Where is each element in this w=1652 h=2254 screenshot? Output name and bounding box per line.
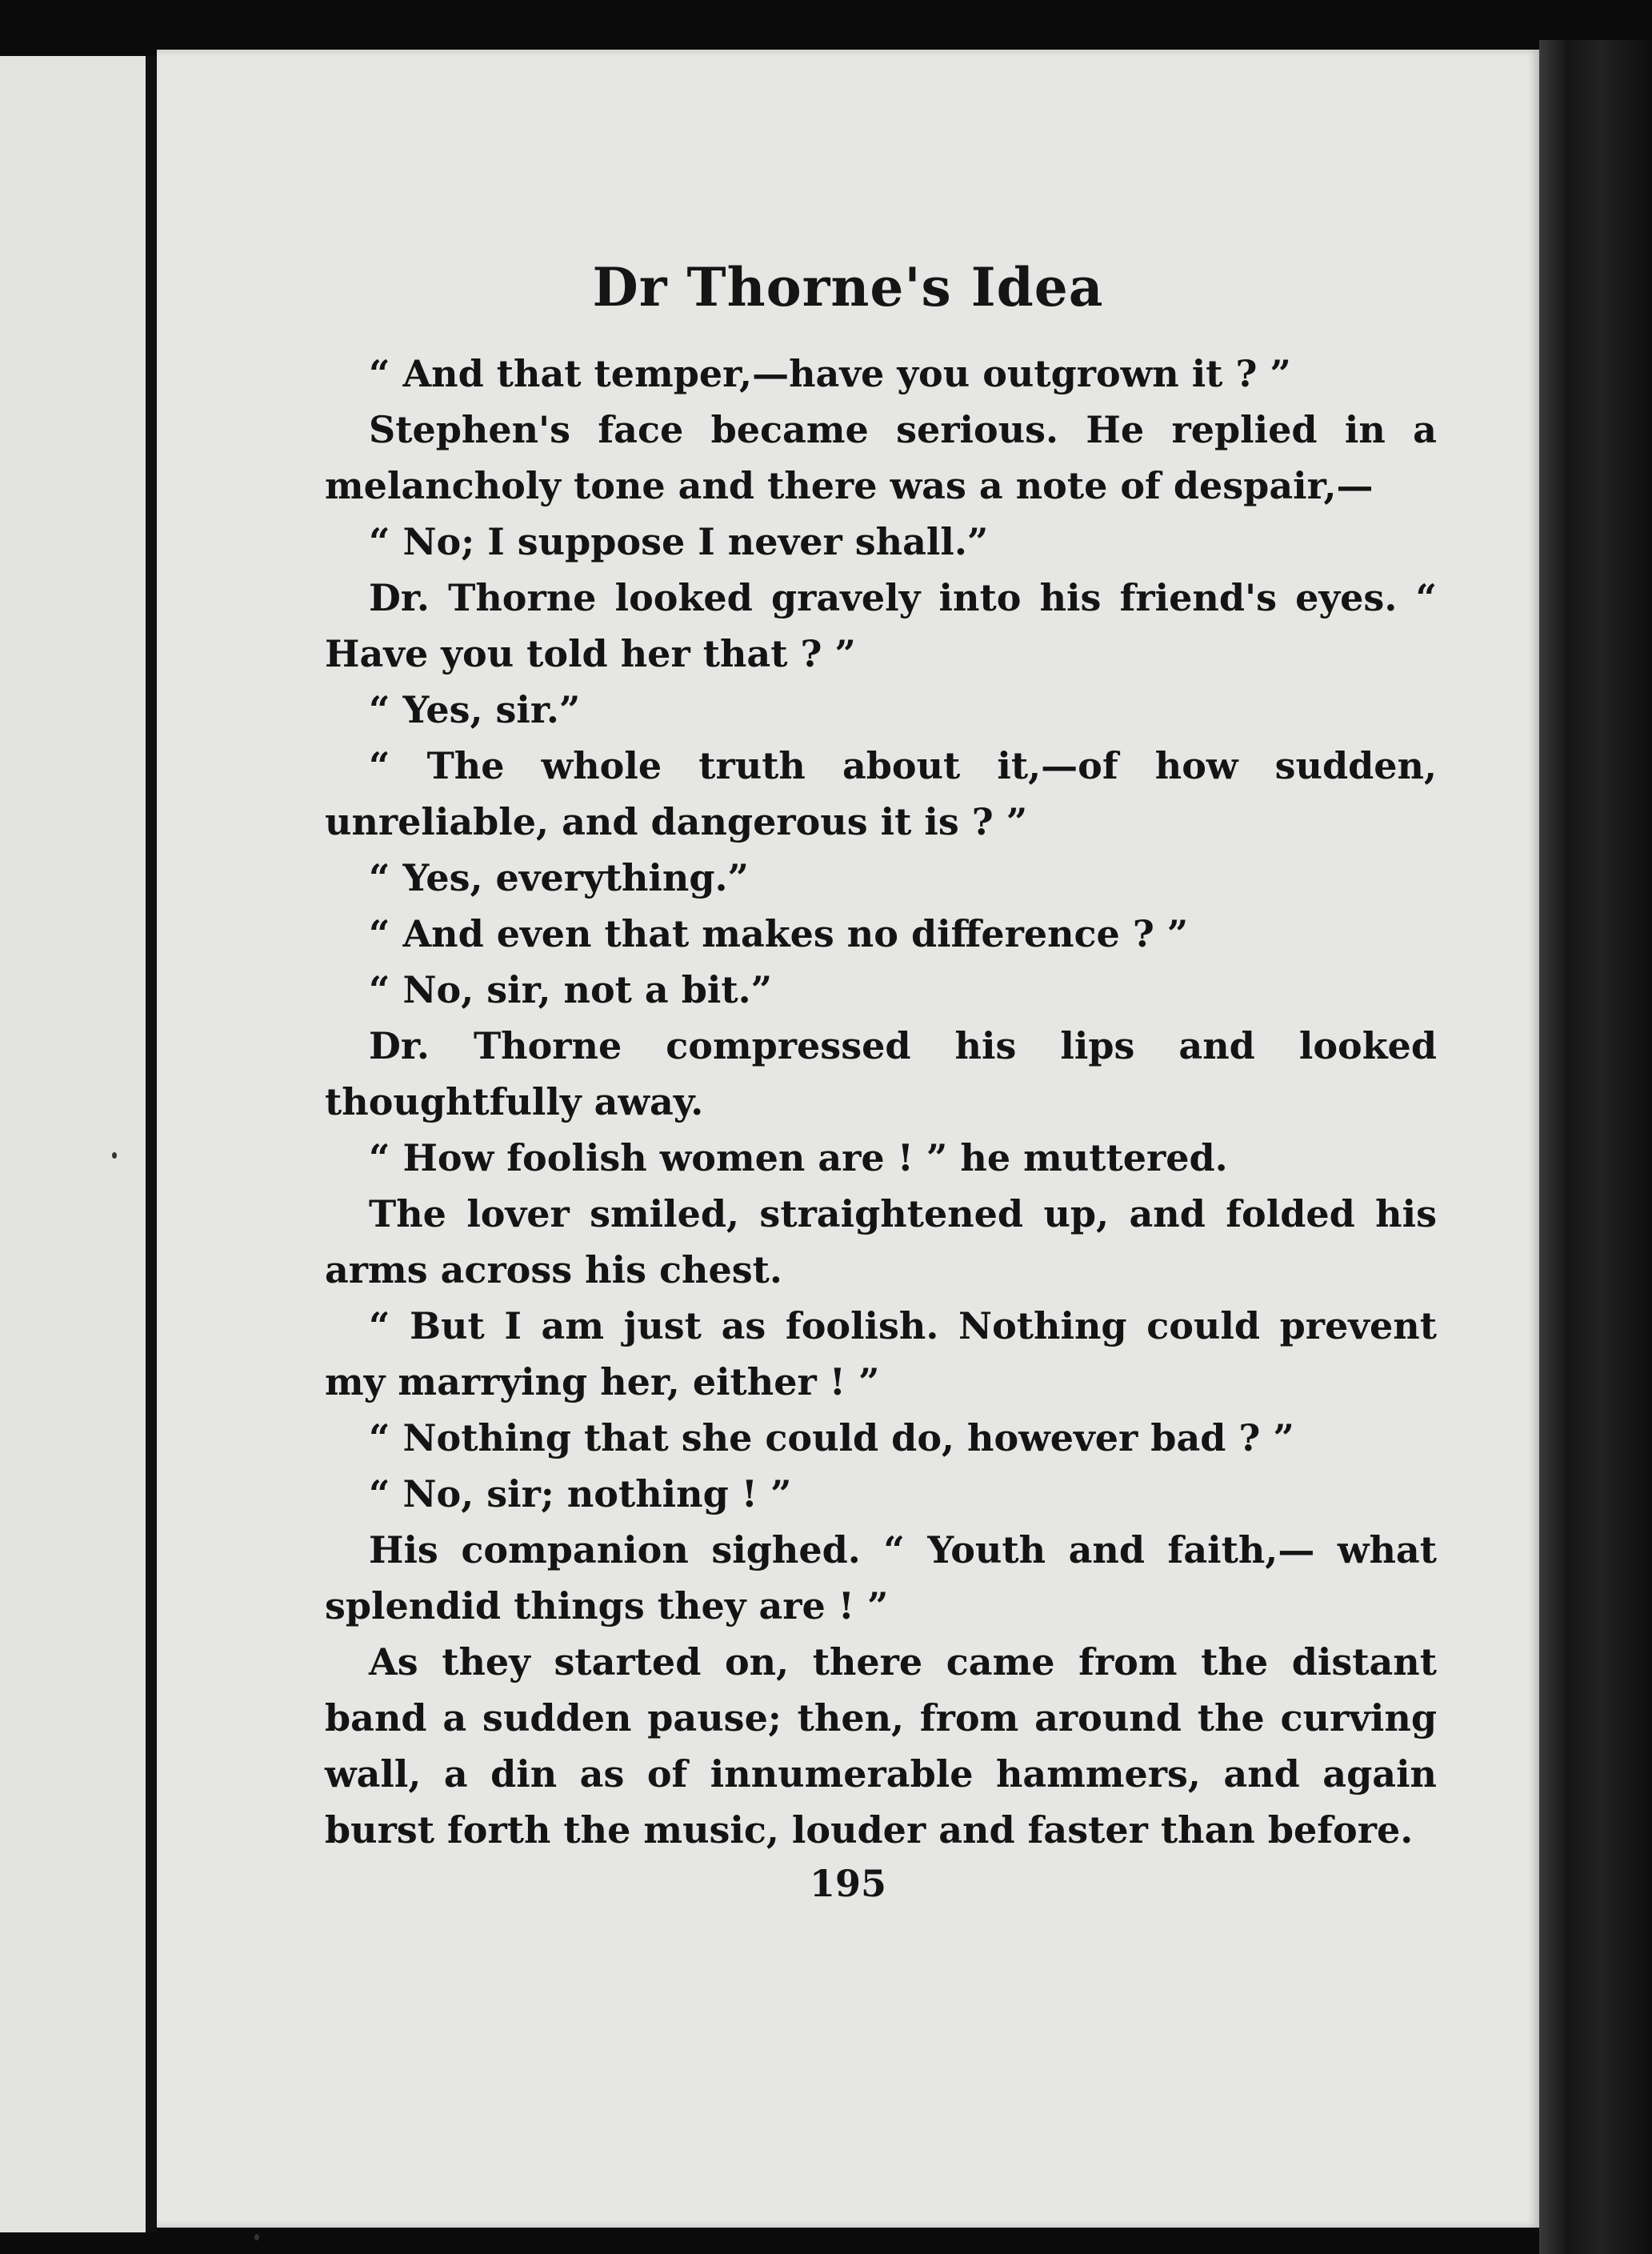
- paragraph-2: Stephen's face became serious. He replied in a melancholy tone and there was a note of despair,—: [325, 408, 1437, 507]
- paragraph-12: The lover smiled, straightened up, and folded his arms across his chest.: [325, 1192, 1437, 1291]
- page-number: 195: [809, 1862, 887, 1905]
- paragraph-6: “ The whole truth about it,—of how sudden, unreliable, and dangerous it is ? ”: [325, 744, 1437, 843]
- running-head: Dr Thorne's Idea: [592, 256, 1104, 318]
- left-page-edge: [0, 56, 146, 2232]
- paragraph-8: “ And even that makes no difference ? ”: [369, 912, 1189, 955]
- paragraph-4: Dr. Thorne looked gravely into his friend's eyes. “ Have you told her that ? ”: [325, 576, 1437, 675]
- paragraph-16: His companion sighed. “ Youth and faith,— what splendid things they are ! ”: [325, 1528, 1437, 1627]
- page-gutter-line: [146, 56, 157, 2232]
- paragraph-17: As they started on, there came from the distant band a sudden pause; then, from around the curving wall, a din as of innumerable hammers, and again burst forth the music, louder and faster than before.: [325, 1640, 1437, 1852]
- paragraph-1: “ And that temper,—have you outgrown it ? ”: [369, 352, 1291, 395]
- book-binding-edge: [1539, 40, 1652, 2254]
- paragraph-7: “ Yes, everything.”: [369, 856, 749, 899]
- body-text: [325, 346, 1437, 1858]
- ink-speck: [254, 2234, 259, 2240]
- paragraph-14: “ Nothing that she could do, however bad ? ”: [369, 1416, 1294, 1459]
- paragraph-11: “ How foolish women are ! ” he muttered.: [369, 1136, 1228, 1179]
- paragraph-3: “ No; I suppose I never shall.”: [369, 520, 989, 563]
- book-page: [157, 50, 1539, 2228]
- ink-speck: [112, 1152, 117, 1159]
- paragraph-10: Dr. Thorne compressed his lips and looked thoughtfully away.: [325, 1024, 1437, 1123]
- paragraph-13: “ But I am just as foolish. Nothing could prevent my marrying her, either ! ”: [325, 1304, 1437, 1403]
- paragraph-5: “ Yes, sir.”: [369, 688, 581, 731]
- paragraph-9: “ No, sir, not a bit.”: [369, 968, 773, 1011]
- paragraph-15: “ No, sir; nothing ! ”: [369, 1472, 792, 1515]
